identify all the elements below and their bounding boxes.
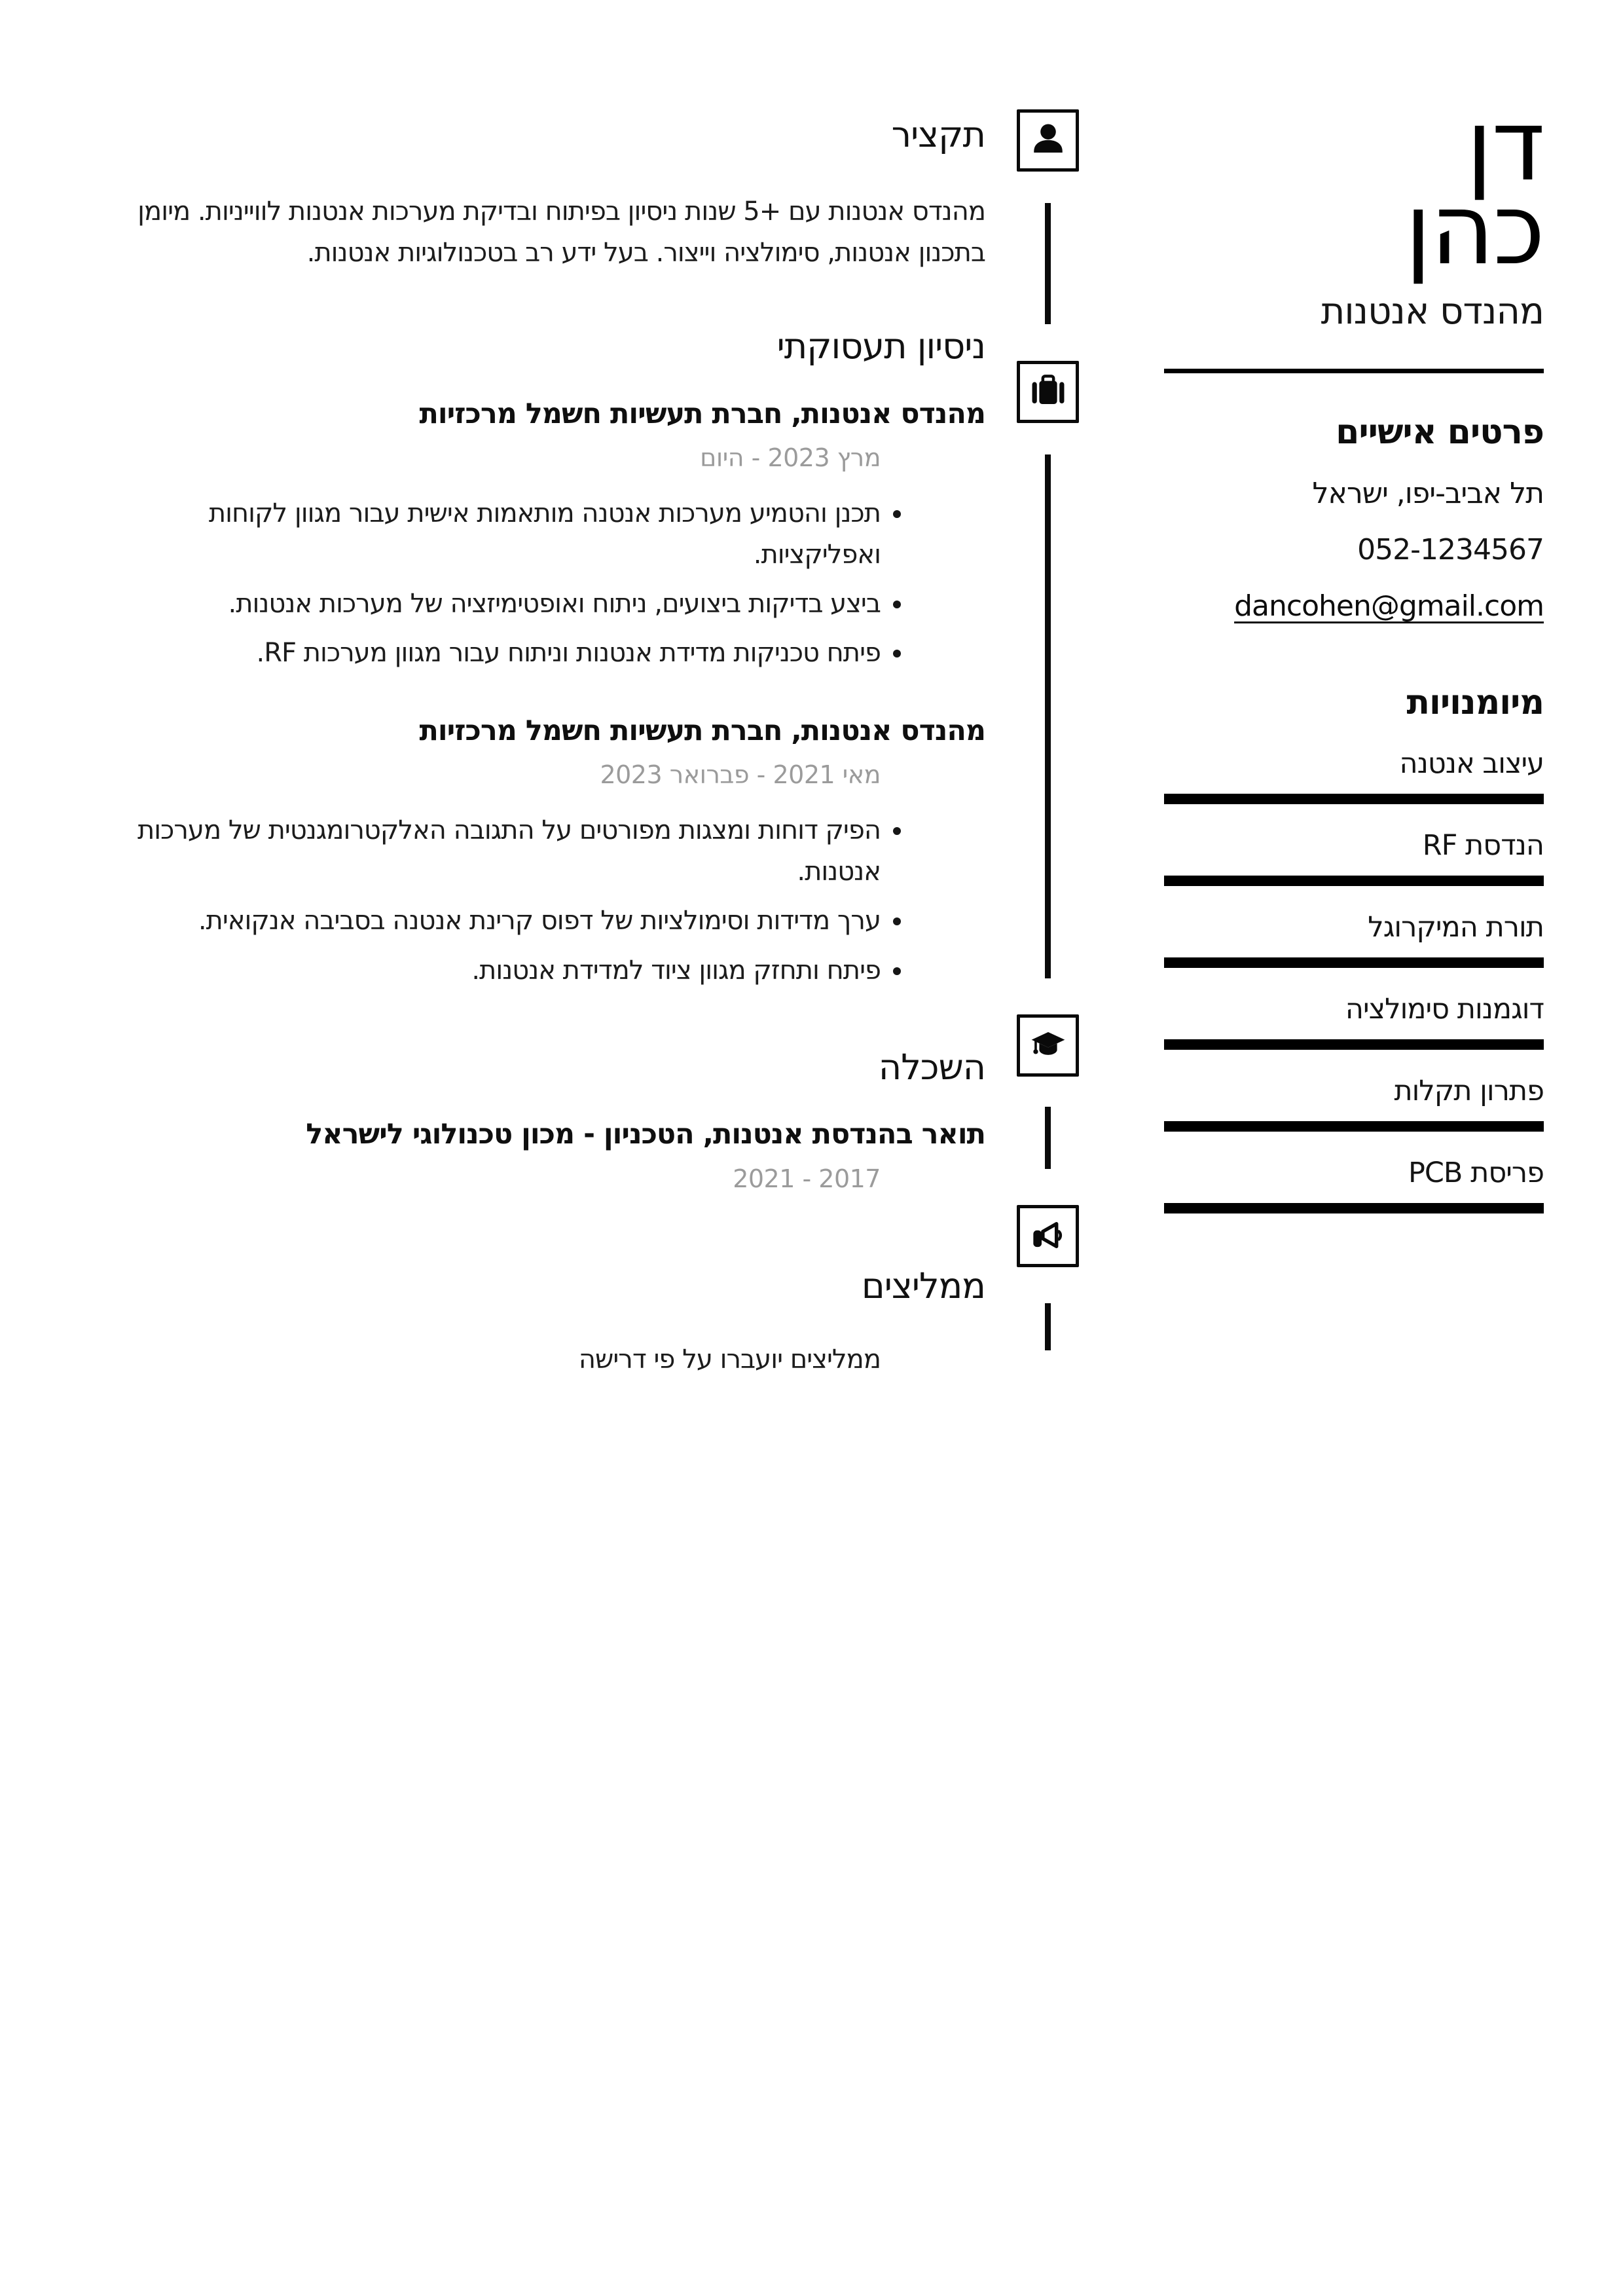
phone-text: 052-1234567 [1357,533,1544,566]
skill-item [1164,1159,1544,1213]
summary-heading: תקציר [891,114,985,155]
skill-item [1164,747,1544,804]
email-link[interactable]: dancohen@gmail.com [1234,589,1544,623]
job-dates: מאי 2021 - פברואר 2023 [600,760,881,790]
job-bullet: • ערך מדידות וסימולציות של דפוס קרינת אנטנה בסביבה אנקואית. [85,900,881,942]
skill-label: פריסת PCB [1408,1157,1544,1189]
job-dates: מרץ 2023 - היום [700,443,881,473]
references-heading: ממליצים [861,1265,985,1307]
skill-level-bar [1164,794,1544,804]
references-text: ממליצים יועברו על פי דרישה [578,1344,881,1375]
job-bullet: • תכנן והטמיע מערכות אנטנה מותאמות אישית עבור מגוון לקוחות ואפליקציות. [85,493,881,576]
job-bullet-list [85,810,985,991]
main-content [85,115,985,1380]
education-icon-box [1017,1014,1079,1077]
header-divider [1164,369,1544,373]
skill-label: עיצוב אנטנה [1399,747,1544,780]
last-name: כהן [1404,172,1544,287]
job-bullet: • הפיק דוחות ומצגות מפורטים על התגובה האלקטרומגנטית של מערכות אנטנות. [85,810,881,893]
timeline-segment [1045,1107,1051,1169]
skill-item [1164,829,1544,886]
personal-details-heading: פרטים אישיים [1336,413,1544,452]
experience-icon-box [1017,361,1079,423]
timeline-segment [1045,203,1051,324]
skill-item [1164,911,1544,968]
first-name: דן [1466,89,1544,203]
job-entry [85,714,985,991]
timeline-segment [1045,1303,1051,1350]
job-title: מהנדס אנטנות, חברת תעשיות חשמל מרכזיות [419,397,985,430]
timeline-segment [1045,454,1051,978]
education-dates: 2017 - 2021 [733,1164,881,1193]
degree-title: תואר בהנדסת אנטנות, הטכניון - מכון טכנולוגי לישראל [306,1117,985,1151]
skill-item [1164,995,1544,1050]
briefcase-icon [1029,372,1067,413]
job-bullet: • פיתח ותחזק מגוון ציוד למדידת אנטנות. [85,950,881,991]
candidate-job-title: מהנדס אנטנות [1321,290,1544,333]
skill-level-bar [1164,1203,1544,1213]
skill-level-bar [1164,1121,1544,1132]
skill-label: הנדסת RF [1422,829,1544,862]
experience-heading: ניסיון תעסוקתי [776,325,985,367]
skill-label: תורת המיקרוגל [1368,911,1544,944]
graduation-cap-icon [1029,1026,1067,1066]
skill-label: פתרון תקלות [1394,1075,1544,1107]
job-entry [85,397,985,675]
summary-icon-box [1017,109,1079,172]
megaphone-icon [1029,1216,1067,1257]
skill-item [1164,1077,1544,1132]
skill-level-bar [1164,1039,1544,1050]
skill-level-bar [1164,876,1544,886]
person-icon [1029,120,1067,161]
job-bullet: • ביצע בדיקות ביצועים, ניתוח ואופטימיזציה של מערכות אנטנות. [85,583,881,625]
skill-label: דוגמנות סימולציה [1345,993,1544,1026]
job-title: מהנדס אנטנות, חברת תעשיות חשמל מרכזיות [419,714,985,747]
candidate-name [1164,89,1544,287]
skills-heading: מיומנויות [1406,683,1544,722]
job-bullet-list [85,493,985,675]
summary-text: מהנדס אנטנות עם +5 שנות ניסיון בפיתוח ובדיקת מערכות אנטנות לווייניות. מיומן בתכנון אנטנות, סימולציה וייצור. בעל ידע רב בטכנולוגיות אנטנות. [137,196,985,268]
references-icon-box [1017,1205,1079,1267]
skill-level-bar [1164,957,1544,968]
education-heading: השכלה [878,1046,985,1088]
location-text: תל אביב-יפו, ישראל [1312,477,1544,510]
sidebar [1164,36,1544,1213]
job-bullet: • פיתח טכניקות מדידת אנטנות וניתוח עבור מגוון מערכות RF. [85,633,881,674]
